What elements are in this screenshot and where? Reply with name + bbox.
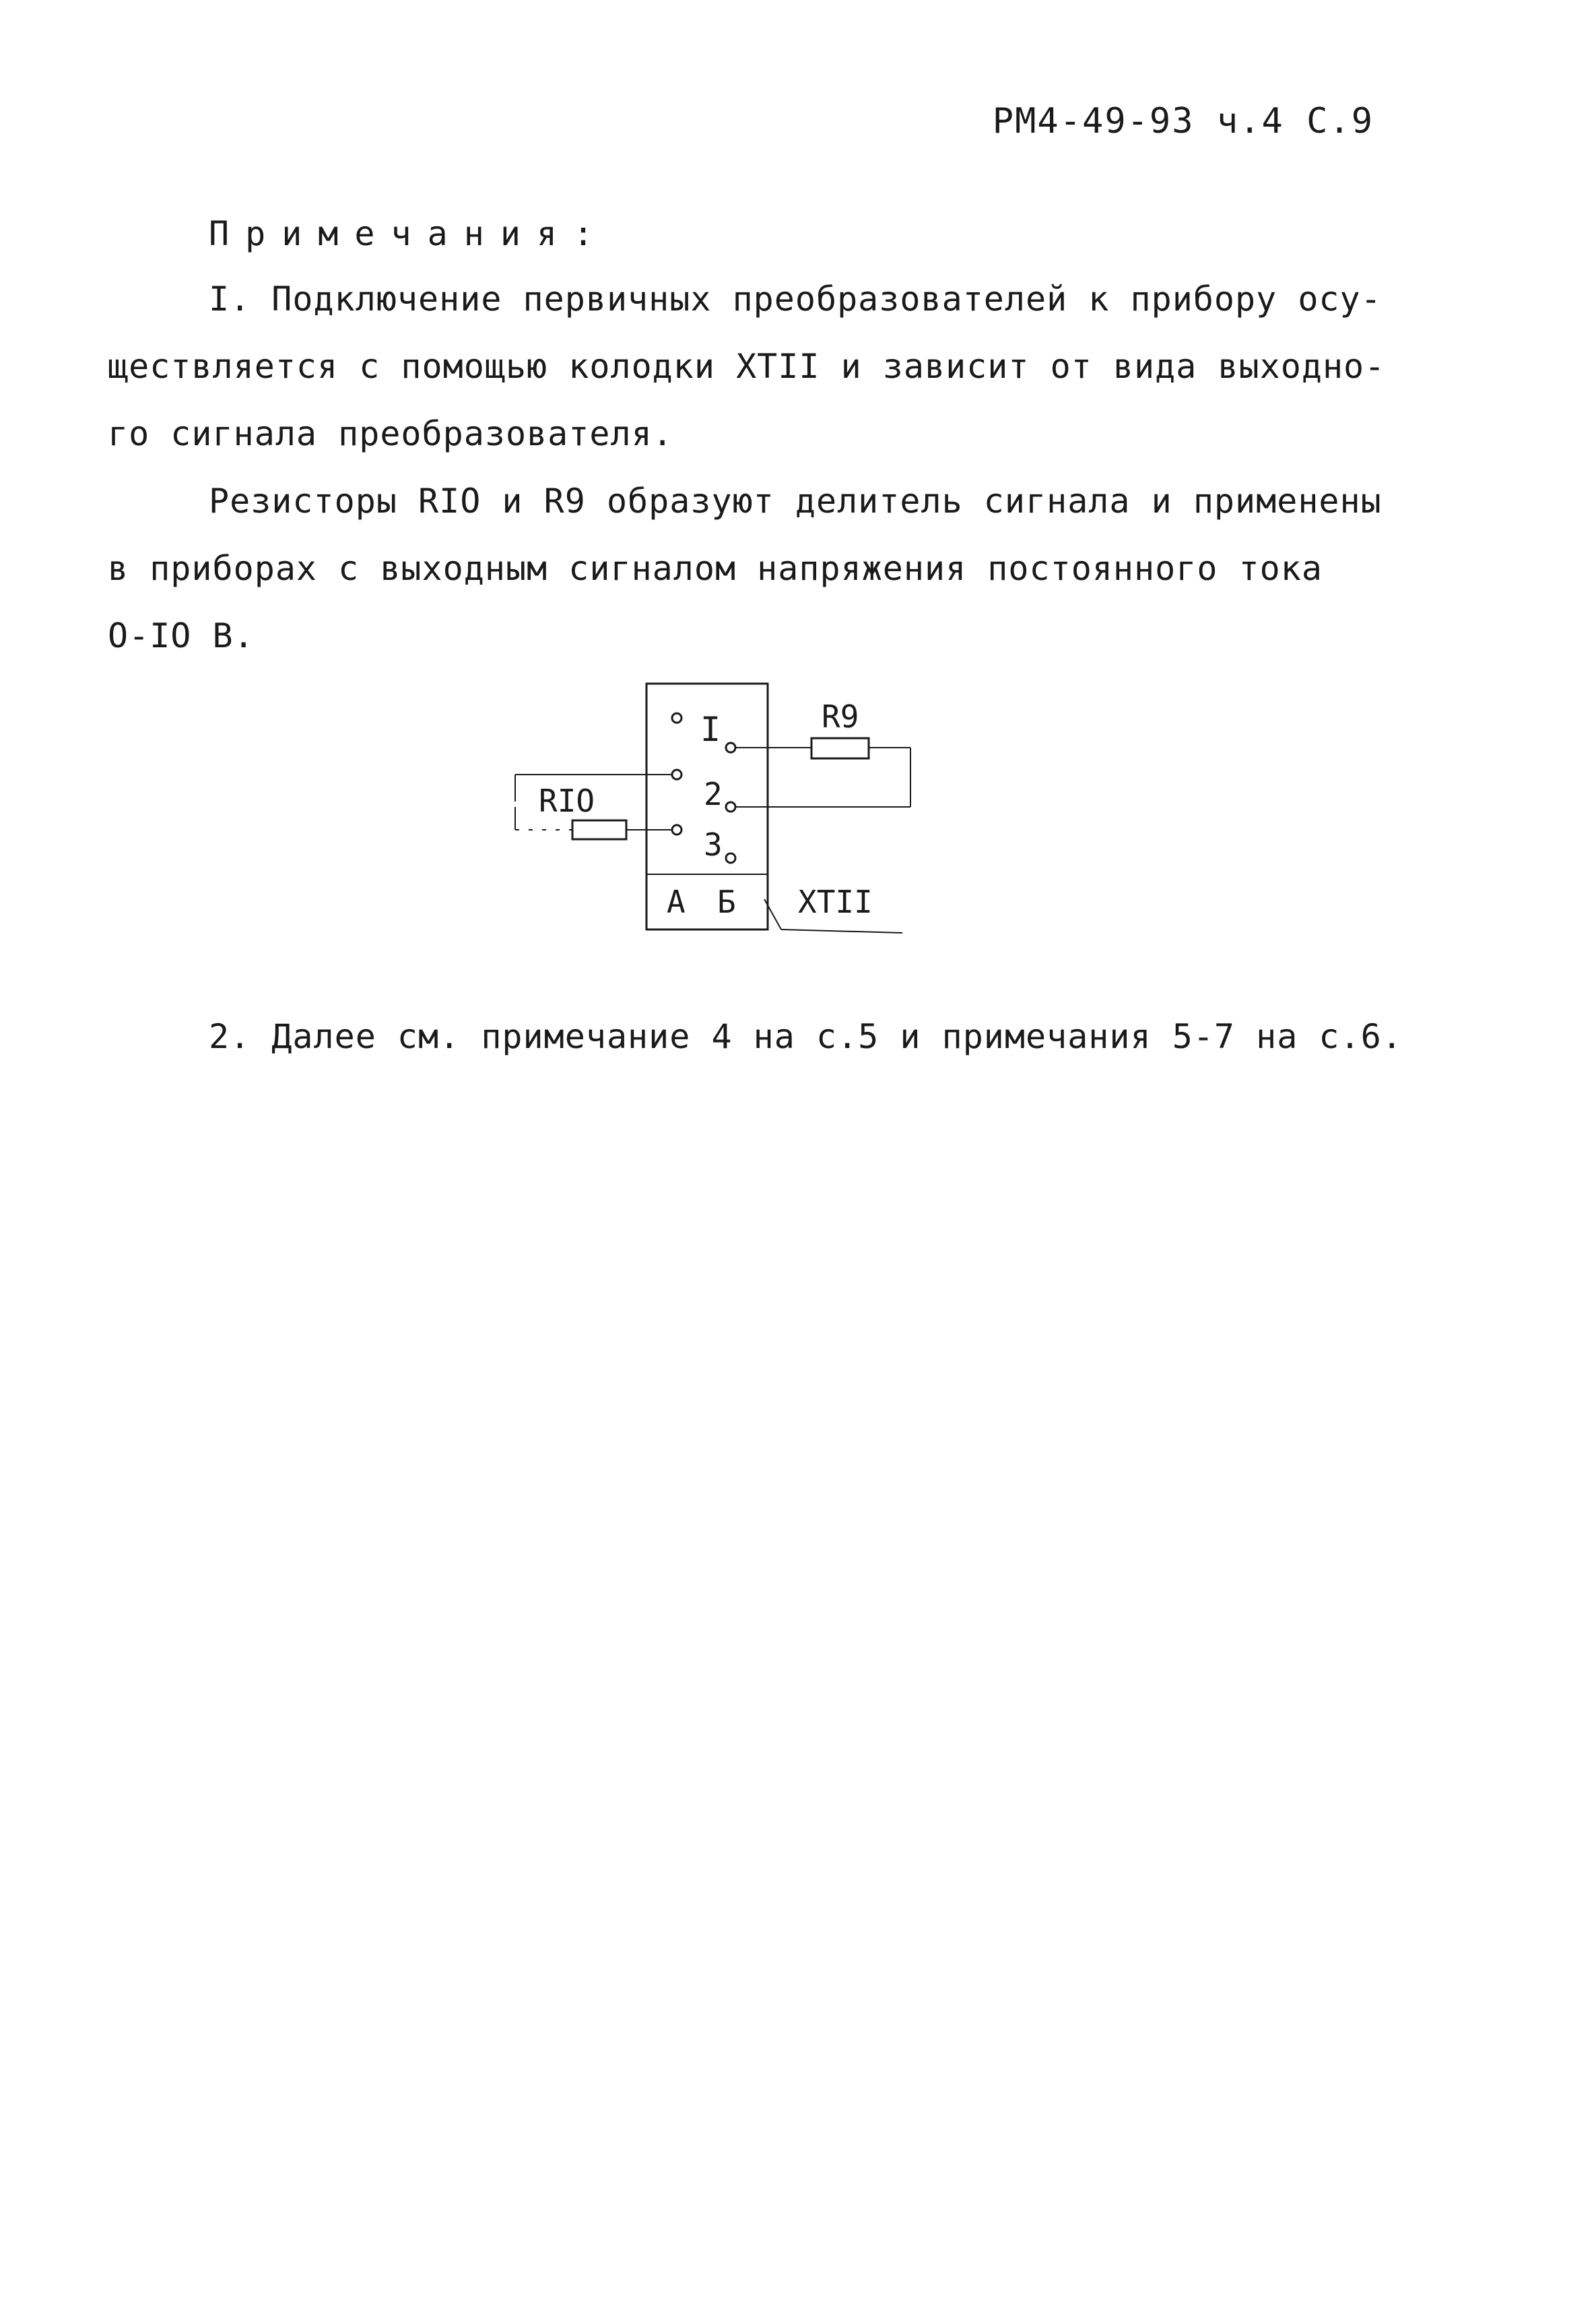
note-2: 2. Далее см. примечание 4 на с.5 и примечания 5-7 на с.6. — [209, 1017, 1403, 1056]
side-a-label: А — [667, 884, 686, 920]
note-1-line-2: ществляется с помощью колодки XTII и зависит от вида выходно- — [108, 347, 1386, 386]
xtii-underline — [781, 929, 902, 933]
note-1-line-3: го сигнала преобразователя. — [108, 414, 673, 453]
resistor-r10 — [572, 820, 626, 839]
resistor-r9 — [811, 738, 869, 758]
resistor-paragraph-line-3: O-IO В. — [108, 616, 255, 655]
terminal-b3 — [726, 853, 735, 863]
r9-label: R9 — [822, 698, 859, 735]
terminal-b2 — [726, 802, 735, 812]
notes-heading: Примечания: — [209, 214, 610, 253]
terminal-a1 — [672, 713, 681, 723]
terminal-number-3: 3 — [704, 826, 723, 863]
wiring-diagram-svg — [498, 674, 929, 943]
resistor-paragraph-line-2: в приборах с выходным сигналом напряжения постоянного тока — [108, 549, 1323, 588]
wiring-diagram — [498, 674, 929, 943]
terminal-number-2: 2 — [704, 776, 723, 812]
r10-label: RIO — [539, 783, 595, 819]
terminal-number-1: I — [700, 710, 721, 749]
side-b-label: Б — [717, 884, 736, 920]
xtii-label: XTII — [798, 884, 873, 920]
terminal-a2 — [672, 770, 681, 779]
resistor-paragraph-line-1: Резисторы RIO и R9 образуют делитель сигнала и применены — [209, 482, 1382, 521]
note-1-line-1: I. Подключение первичных преобразователей к прибору осу- — [209, 280, 1382, 319]
document-reference: РМ4-49-93 ч.4 С.9 — [992, 101, 1374, 141]
terminal-b1 — [726, 743, 735, 752]
terminal-a3 — [672, 825, 681, 835]
